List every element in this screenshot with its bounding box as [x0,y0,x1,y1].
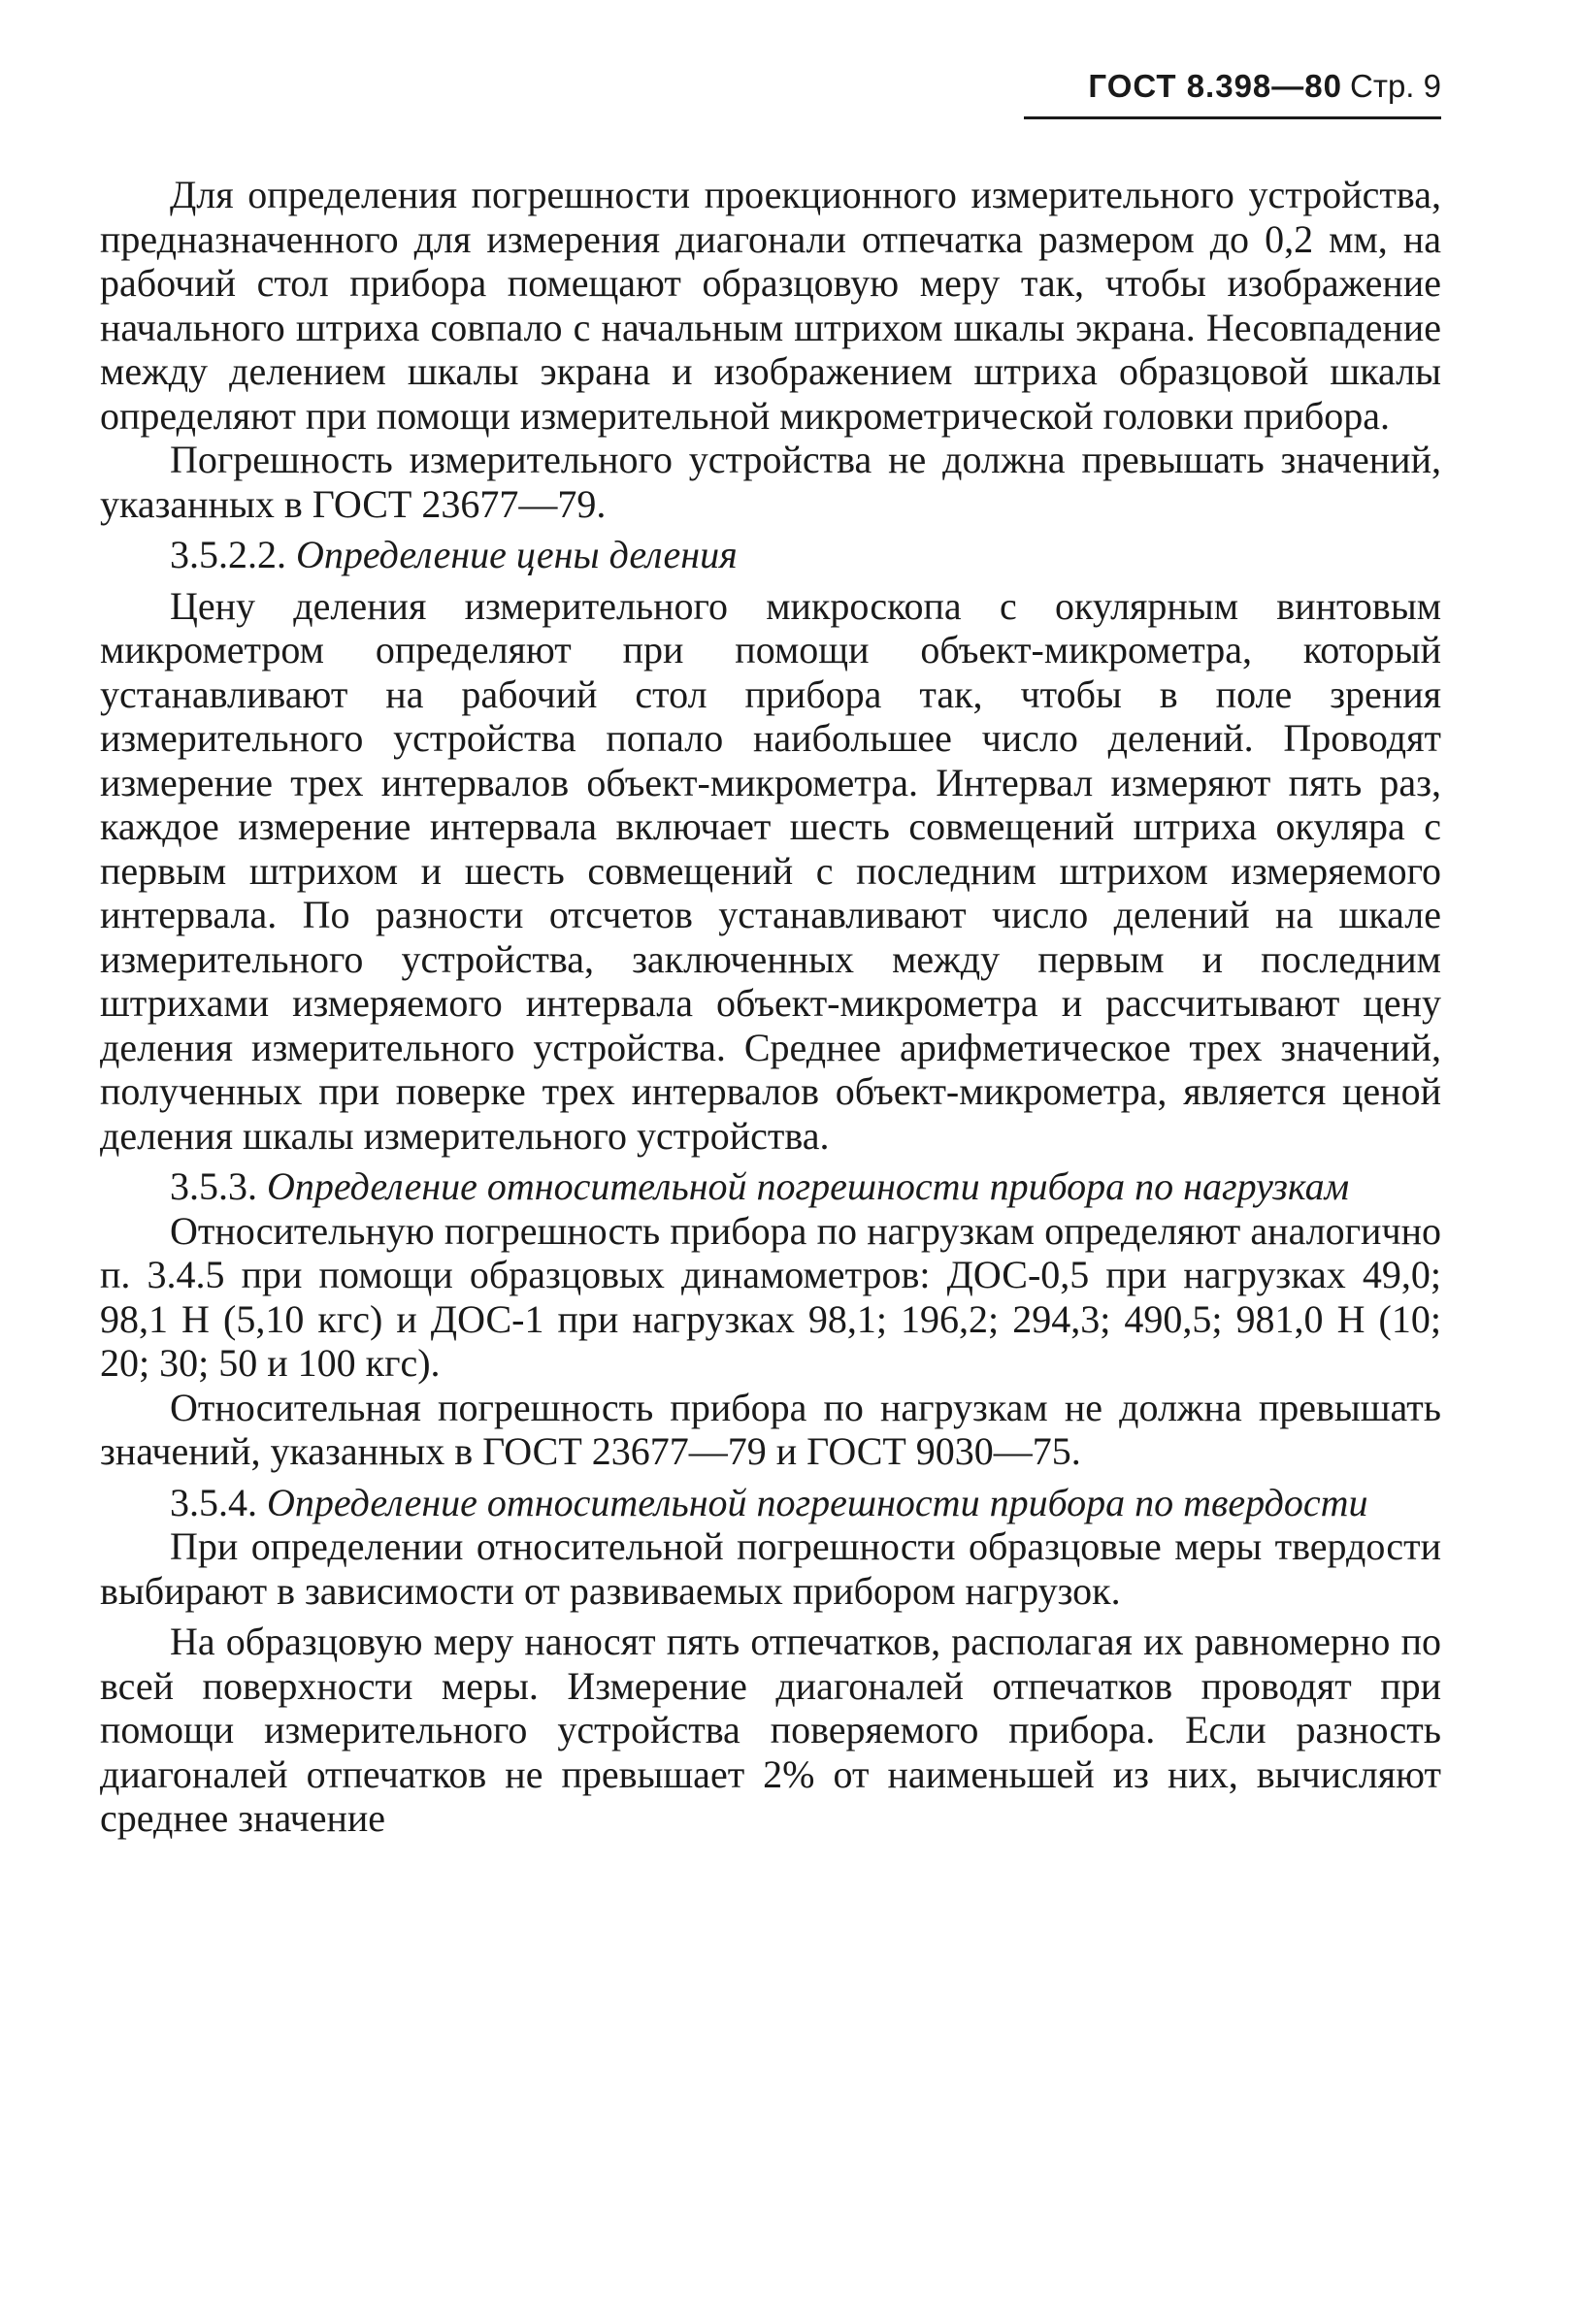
document-id: ГОСТ 8.398—80 [1088,68,1342,104]
section-heading [100,533,1441,577]
running-header [1088,68,1441,105]
paragraph: Относительная погрешность прибора по нагрузкам не должна превышать значений, указанных в ГОСТ 23677—79 и ГОСТ 9030—75. [100,1385,1441,1473]
section-title: Определение цены деления [296,533,738,576]
section-number: 3.5.2.2. [170,533,286,576]
section-title: Определение относительной погрешности прибора по твердости [267,1480,1368,1524]
section-heading [100,1164,1441,1209]
page-number: Стр. 9 [1350,68,1441,104]
paragraph: При определении относительной погрешности образцовые меры твердости выбирают в зависимости от развиваемых прибором нагрузок. [100,1524,1441,1613]
section-number: 3.5.3. [170,1164,257,1208]
paragraph: Для определения погрешности проекционного измерительного устройства, предназначенного для измерения диагонали отпечатка размером до 0,2 мм, на рабочий стол прибора помещают образцовую меру так, чтобы изображение начального штриха совпало с начальным штрихом шкалы экрана. Несовпадение между делением шкалы экрана и изображением штриха образцовой шкалы определяют при помощи измерительной микрометрической головки прибора. [100,173,1441,438]
body-text [100,173,1441,1841]
paragraph: На образцовую меру наносят пять отпечатков, располагая их равномерно по всей поверхности меры. Измерение диагоналей отпечатков проводят при помощи измерительного устройства поверяемого прибора. Если разность диагоналей отпечатков не превышает 2% от наименьшей из них, вычисляют среднее значение [100,1620,1441,1840]
paragraph: Цену деления измерительного микроскопа с окулярным винтовым микрометром определяют при помощи объект-микрометра, который устанавливают на рабочий стол прибора так, чтобы в поле зрения измерительного устройства попало наибольшее число делений. Проводят измерение трех интервалов объект-микрометра. Интервал измеряют пять раз, каждое измерение интервала включает шесть совмещений штриха окуляра с первым штрихом и шесть совмещений с последним штрихом измеряемого интервала. По разности отсчетов устанавливают число делений на шкале измерительного устройства, заключенных между первым и последним штрихами измеряемого интервала объект-микрометра и рассчитывают цену деления измерительного устройства. Среднее арифметическое трех значений, полученных при поверке трех интервалов объект-микрометра, является ценой деления шкалы измерительного устройства. [100,583,1441,1158]
section-heading [100,1481,1441,1525]
paragraph: Относительную погрешность прибора по нагрузкам определяют аналогично п. 3.4.5 при помощи образцовых динамометров: ДОС-0,5 при нагрузках 49,0; 98,1 Н (5,10 кгс) и ДОС-1 при нагрузках 98,1; 196,2; 294,3; 490,5; 981,0 Н (10; 20; 30; 50 и 100 кгс). [100,1208,1441,1385]
paragraph: Погрешность измерительного устройства не должна превышать значений, указанных в ГОСТ 23677—79. [100,438,1441,526]
section-number: 3.5.4. [170,1480,257,1524]
header-rule [1024,116,1441,119]
section-title: Определение относительной погрешности прибора по нагрузкам [267,1164,1350,1208]
